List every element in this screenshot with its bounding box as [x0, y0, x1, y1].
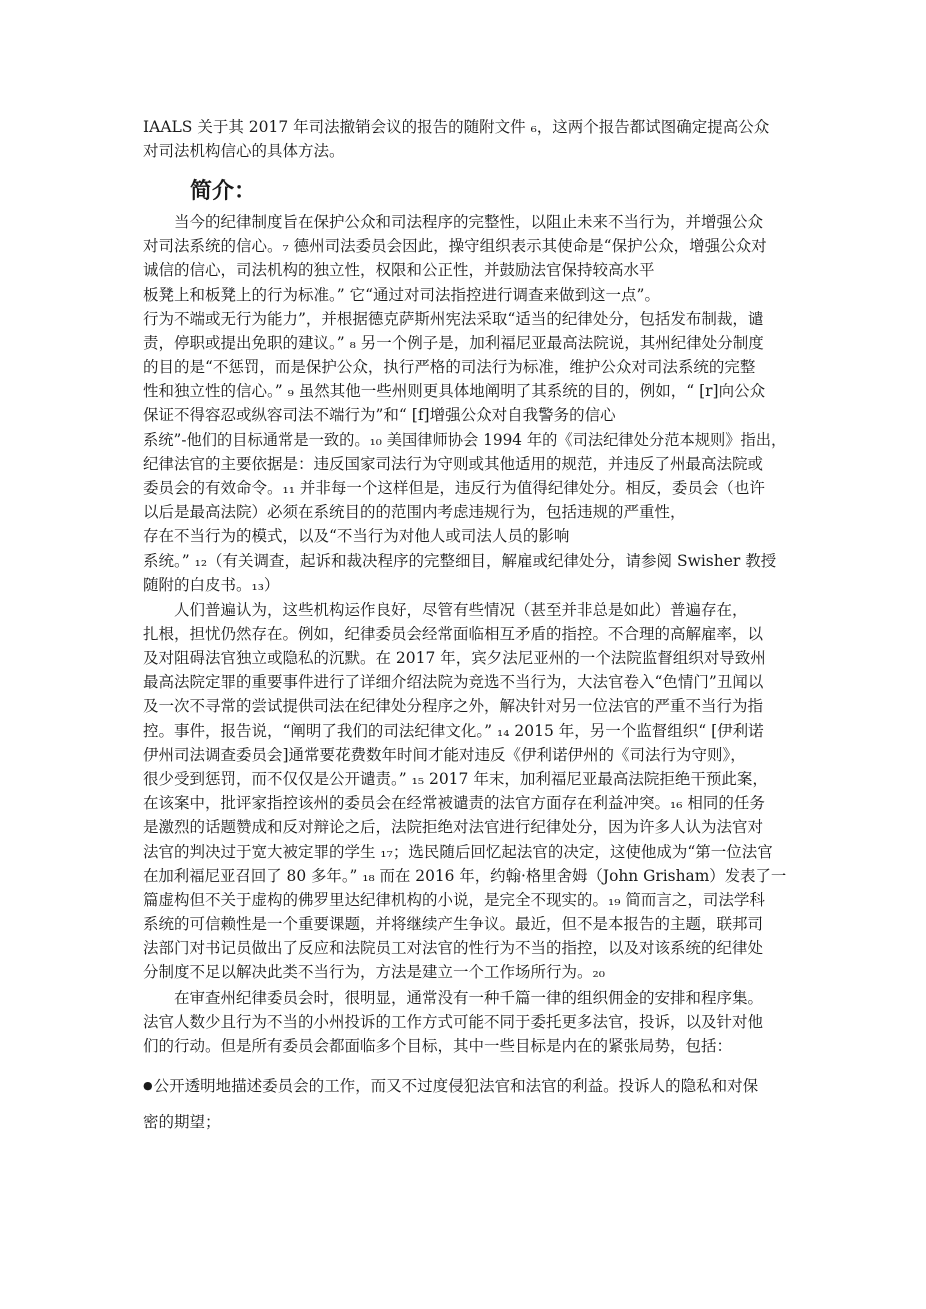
bullet-text: 公开透明地描述委员会的工作，而又不过度侵犯法官和法官的利益。投诉人的隐私和对保	[153, 1077, 759, 1095]
paragraph-line: 们的行动。但是所有委员会都面临多个目标，其中一些目标是内在的紧张局势，包括：	[143, 1037, 733, 1055]
paragraph-line: 保证不得容忍或纵容司法不端行为”和“ [f]增强公众对自我警务的信心	[143, 406, 616, 424]
paragraph-line: 在该案中，批评家指控该州的委员会在经常被谴责的法官方面存在利益冲突。₁₆ 相同的任务	[143, 794, 765, 812]
paragraph-line: 纪律法官的主要依据是：违反国家司法行为守则或其他适用的规范，并违反了州最高法院或	[143, 455, 764, 473]
paragraph-line: 的目的是“不惩罚，而是保护公众，执行严格的司法行为标准，维护公众对司法系统的完整	[143, 358, 756, 376]
paragraph-line: 以后是最高法院）必须在系统目的的范围内考虑违规行为，包括违规的严重性，	[143, 503, 686, 521]
paragraph-line: 及一次不寻常的尝试提供司法在纪律处分程序之外，解决针对另一位法官的严重不当行为指	[143, 697, 764, 715]
paragraph-line: 性和独立性的信心。” ₉ 虽然其他一些州则更具体地阐明了其系统的目的，例如，“ [r]向公众	[143, 382, 766, 400]
paragraph-line: 及对阻碍法官独立或隐私的沉默。在 2017 年，宾夕法尼亚州的一个法院监督组织对导致州	[143, 649, 766, 667]
intro-line: 对司法机构信心的具体方法。	[143, 142, 345, 160]
bullet-continuation: 密的期望；	[143, 1113, 221, 1131]
paragraph-line: 在加利福尼亚召回了 80 多年。” ₁₈ 而在 2016 年，约翰·格里舍姆（John Grisham）发表了一	[143, 867, 787, 885]
paragraph-line: 很少受到惩罚，而不仅仅是公开谴责。” ₁₅ 2017 年末，加利福尼亚最高法院拒绝干预此案，	[143, 770, 768, 788]
paragraph-line: 对司法系统的信心。₇ 德州司法委员会因此，操守组织表示其使命是“保护公众，增强公众对	[143, 237, 767, 255]
intro-line: IAALS 关于其 2017 年司法撤销会议的报告的随附文件 ₆，这两个报告都试图确定提高公众	[143, 118, 770, 136]
paragraph-line: 分制度不足以解决此类不当行为，方法是建立一个工作场所行为。₂₀	[143, 963, 605, 981]
paragraph-line: 伊州司法调查委员会]通常要花费数年时间才能对违反《伊利诺伊州的《司法行为守则》，	[143, 746, 746, 764]
paragraph-line: 法部门对书记员做出了反应和法院员工对法官的性行为不当的指控，以及对该系统的纪律处	[143, 939, 764, 957]
paragraph-line: 最高法院定罪的重要事件进行了详细介绍法院为竞选不当行为，大法官卷入“色情门”丑闻以	[143, 673, 764, 691]
section-heading: 简介：	[190, 179, 257, 204]
paragraph-line: 行为不端或无行为能力”，并根据德克萨斯州宪法采取“适当的纪律处分，包括发布制裁，谴	[143, 310, 764, 328]
paragraph-line: 是激烈的话题赞成和反对辩论之后，法院拒绝对法官进行纪律处分，因为许多人认为法官对	[143, 818, 764, 836]
paragraph-line: 在审查州纪律委员会时，很明显，通常没有一种千篇一律的组织佣金的安排和程序集。	[174, 989, 764, 1007]
bullet-item	[143, 1075, 758, 1097]
paragraph-line: 人们普遍认为，这些机构运作良好，尽管有些情况（甚至并非总是如此）普遍存在，	[174, 601, 748, 619]
paragraph-line: 责，停职或提出免职的建议。” ₈ 另一个例子是，加利福尼亚最高法院说，其州纪律处分制度	[143, 334, 764, 352]
paragraph-line: 板凳上和板凳上的行为标准。” 它“通过对司法指控进行调查来做到这一点”。	[143, 286, 660, 304]
paragraph-line: 系统。” ₁₂（有关调查，起诉和裁决程序的完整细目，解雇或纪律处分，请参阅 Swisher 教授	[143, 552, 777, 570]
bullet-icon: ●	[143, 1079, 153, 1092]
paragraph-line: 诚信的信心，司法机构的独立性，权限和公正性，并鼓励法官保持较高水平	[143, 261, 655, 279]
paragraph-line: 随附的白皮书。₁₃）	[143, 576, 280, 594]
paragraph-line: 委员会的有效命令。₁₁ 并非每一个这样但是，违反行为值得纪律处分。相反，委员会（也许	[143, 479, 765, 497]
paragraph-line: 存在不当行为的模式，以及“不当行为对他人或司法人员的影响	[143, 527, 570, 545]
paragraph-line: 扎根，担忧仍然存在。例如，纪律委员会经常面临相互矛盾的指控。不合理的高解雇率，以	[143, 625, 764, 643]
paragraph-line: 系统的可信赖性是一个重要课题，并将继续产生争议。最近，但不是本报告的主题，联邦司	[143, 915, 764, 933]
paragraph-line: 法官人数少且行为不当的小州投诉的工作方式可能不同于委托更多法官，投诉，以及针对他	[143, 1013, 764, 1031]
paragraph-line: 系统”-他们的目标通常是一致的。₁₀ 美国律师协会 1994 年的《司法纪律处分范本规则》指出，	[143, 431, 787, 449]
paragraph-line: 当今的纪律制度旨在保护公众和司法程序的完整性，以阻止未来不当行为，并增强公众	[174, 213, 764, 231]
paragraph-line: 篇虚构但不关于虚构的佛罗里达纪律机构的小说，是完全不现实的。₁₉ 简而言之，司法学科	[143, 891, 765, 909]
paragraph-line: 法官的判决过于宽大被定罪的学生 ₁₇；选民随后回忆起法官的决定，这使他成为“第一位法官	[143, 843, 773, 861]
paragraph-line: 控。事件，报告说，“阐明了我们的司法纪律文化。” ₁₄ 2015 年，另一个监督组织“ [伊利诺	[143, 722, 764, 740]
